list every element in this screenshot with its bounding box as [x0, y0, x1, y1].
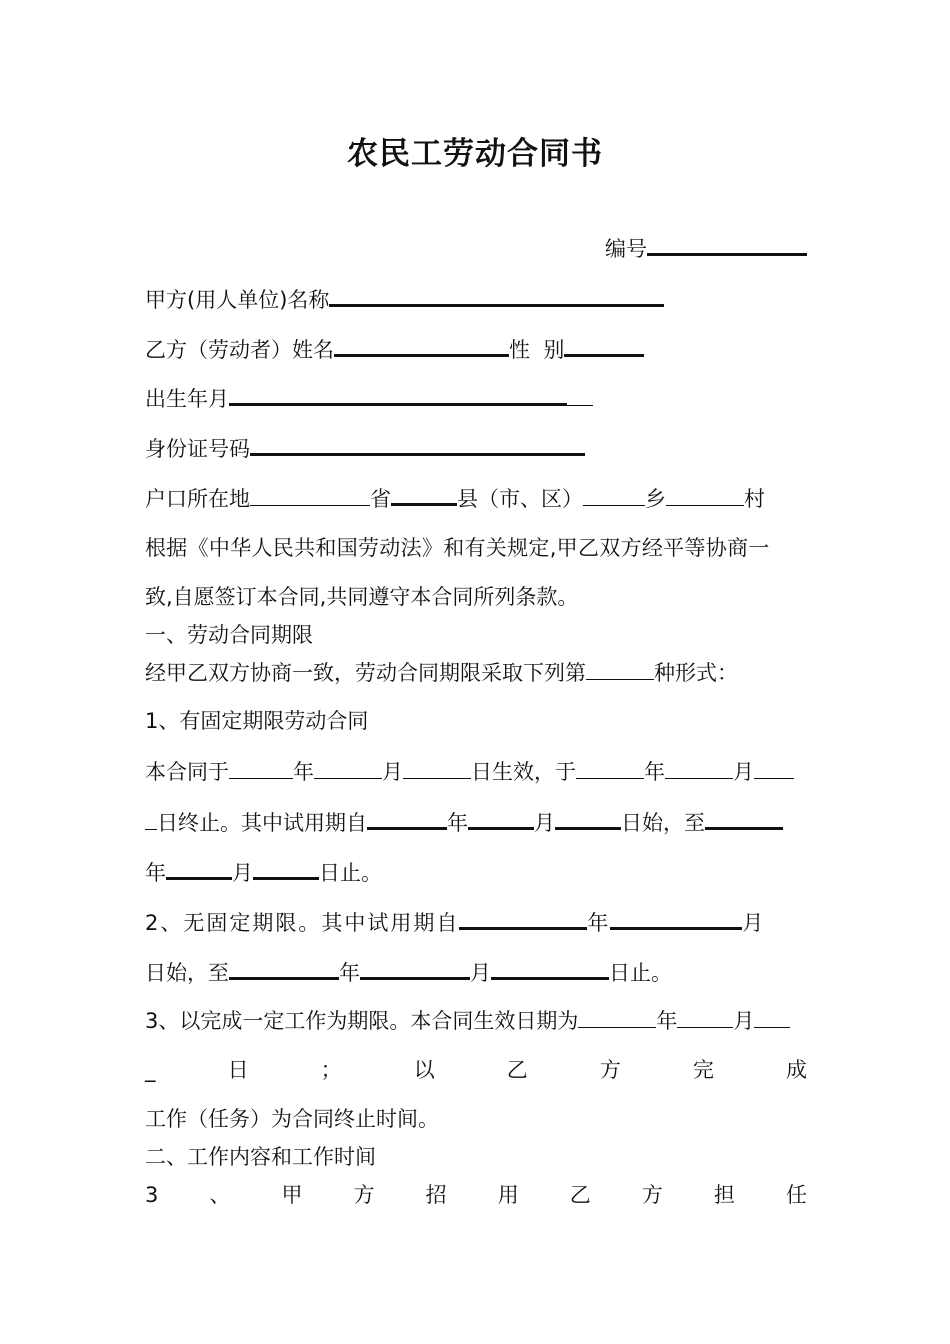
item1-end-day-blank[interactable] [754, 756, 794, 779]
item2-l2-a: 日始，至 [145, 961, 229, 985]
item1-trial-day-blank[interactable] [555, 806, 621, 830]
hukou-label: 户口所在地 [145, 487, 250, 511]
item3-l2-char: 完 [692, 1058, 714, 1082]
item1-heading: 1、有固定期限劳动合同 [145, 709, 369, 733]
item1-trial-end-month-blank[interactable] [166, 856, 232, 880]
item2-l2-year: 年 [339, 961, 360, 985]
item3-line-2 [145, 1055, 807, 1085]
birth-blank-tail[interactable] [567, 383, 593, 406]
section2-l1-char: 方 [353, 1183, 375, 1207]
party-b-row [145, 333, 807, 363]
item2-end-year-blank[interactable] [229, 956, 339, 980]
hukou-blank-township[interactable] [666, 483, 744, 506]
birth-blank[interactable] [229, 382, 567, 406]
hukou-village: 村 [744, 487, 765, 511]
item1-l1-month2: 月 [733, 760, 754, 784]
hukou-blank-province[interactable] [391, 482, 457, 506]
item2-trial-year-blank[interactable] [459, 906, 587, 930]
birth-label: 出生年月 [145, 387, 229, 411]
item1-l2-day: 日始，至 [621, 811, 705, 835]
item2-trial-month-blank[interactable] [610, 906, 742, 930]
item1-start-month-blank[interactable] [314, 756, 382, 779]
number-label: 编号 [605, 237, 647, 261]
item1-l2-year: 年 [447, 811, 468, 835]
document-title: 农民工劳动合同书 [347, 136, 603, 172]
item1-line-1 [145, 756, 807, 786]
item1-l1-year: 年 [293, 760, 314, 784]
hukou-row [145, 482, 807, 512]
section2-l1-char: 方 [641, 1183, 663, 1207]
section2-l1-char: 任 [785, 1183, 807, 1207]
item2-line-2 [145, 956, 807, 986]
id-row [145, 432, 807, 462]
item1-l1-year2: 年 [644, 760, 665, 784]
item3-l2-char: 方 [599, 1058, 621, 1082]
hukou-township: 乡 [645, 487, 666, 511]
item2-end-day-blank[interactable] [491, 956, 609, 980]
number-blank[interactable] [647, 232, 807, 256]
item3-l1-month: 月 [733, 1009, 755, 1033]
item1-end-day-blank-cont[interactable] [145, 807, 157, 830]
item1-l1-day: 日生效，于 [471, 760, 576, 784]
item3-line-3: 工作（任务）为合同终止时间。 [145, 1107, 439, 1131]
party-b-label: 乙方（劳动者）姓名 [145, 338, 334, 362]
item1-trial-year-blank[interactable] [367, 806, 447, 830]
item3-l2-char: 成 [785, 1058, 807, 1082]
item1-l2-a: 日终止。其中试用期自 [157, 811, 367, 835]
item3-line-1 [145, 1005, 807, 1035]
item1-trial-month-blank[interactable] [468, 806, 534, 830]
id-label: 身份证号码 [145, 437, 250, 461]
section2-l1-char: 乙 [569, 1183, 591, 1207]
hukou-blank-area[interactable] [250, 483, 370, 506]
item1-trial-end-year-blank[interactable] [705, 806, 783, 830]
item1-l2-month: 月 [534, 811, 555, 835]
item1-end-month-blank[interactable] [665, 756, 733, 779]
item1-l1-a: 本合同于 [145, 760, 229, 784]
item3-l2-char: 乙 [506, 1058, 528, 1082]
party-a-row [145, 283, 807, 313]
item2-l2-month: 月 [470, 961, 491, 985]
item3-l2-char: 日 [227, 1058, 249, 1082]
item1-l1-month: 月 [382, 760, 403, 784]
item3-l2-char: 以 [413, 1058, 435, 1082]
section2-l1-char: 招 [425, 1183, 447, 1207]
item1-start-day-blank[interactable] [403, 756, 471, 779]
item1-trial-end-day-blank[interactable] [253, 856, 319, 880]
item1-start-year-blank[interactable] [229, 756, 293, 779]
item2-l2-end: 日止。 [609, 961, 672, 985]
item1-l3-end: 日止。 [319, 861, 382, 885]
birth-row [145, 382, 807, 412]
item2-end-month-blank[interactable] [360, 956, 470, 980]
item2-l1-a: 2、无固定期限。其中试用期自 [145, 911, 460, 935]
item3-l1-year: 年 [656, 1009, 678, 1033]
item2-l1-month: 月 [742, 911, 766, 935]
item3-l2-char: _ [145, 1058, 156, 1082]
party-a-blank[interactable] [329, 283, 664, 307]
number-row [145, 232, 807, 262]
form-choice-blank[interactable] [586, 657, 654, 680]
item2-line-1 [145, 906, 807, 936]
party-b-name-blank[interactable] [334, 333, 509, 357]
section2-l1-char: 用 [497, 1183, 519, 1207]
item3-start-year-blank[interactable] [578, 1005, 656, 1028]
hukou-province: 省 [370, 487, 391, 511]
gender-label: 性 别 [509, 338, 565, 362]
item1-line-2 [145, 806, 807, 836]
section2-l1-char: 、 [209, 1183, 231, 1207]
section2-heading: 二、工作内容和工作时间 [145, 1145, 376, 1169]
hukou-blank-county[interactable] [583, 483, 645, 506]
section1-text-b: 种形式： [654, 661, 738, 685]
section2-line-1 [145, 1180, 807, 1210]
hukou-county: 县（市、区） [457, 487, 583, 511]
item1-l3-month: 月 [232, 861, 253, 885]
section2-l1-char: 3 [145, 1183, 159, 1207]
item3-start-month-blank[interactable] [677, 1005, 733, 1028]
section1-heading: 一、劳动合同期限 [145, 623, 313, 647]
gender-blank[interactable] [564, 333, 644, 357]
section1-text-a: 经甲乙双方协商一致，劳动合同期限采取下列第 [145, 661, 586, 685]
party-a-label: 甲方(用人单位)名称 [145, 288, 330, 312]
item3-l2-char: ； [320, 1058, 342, 1082]
item1-line-3 [145, 856, 807, 886]
section2-l1-char: 甲 [281, 1183, 303, 1207]
item3-start-day-blank[interactable] [754, 1005, 790, 1028]
intro-line-1: 根据《中华人民共和国劳动法》和有关规定,甲乙双方经平等协商一 [145, 536, 770, 560]
id-blank[interactable] [250, 432, 585, 456]
intro-line-2: 致,自愿签订本合同,共同遵守本合同所列条款。 [145, 585, 579, 609]
item1-l3-year: 年 [145, 861, 166, 885]
section1-text [145, 657, 807, 687]
section2-l1-char: 担 [713, 1183, 735, 1207]
item1-end-year-blank[interactable] [576, 756, 644, 779]
item2-l1-year: 年 [587, 911, 611, 935]
item3-l1-a: 3、以完成一定工作为期限。本合同生效日期为 [145, 1009, 579, 1033]
